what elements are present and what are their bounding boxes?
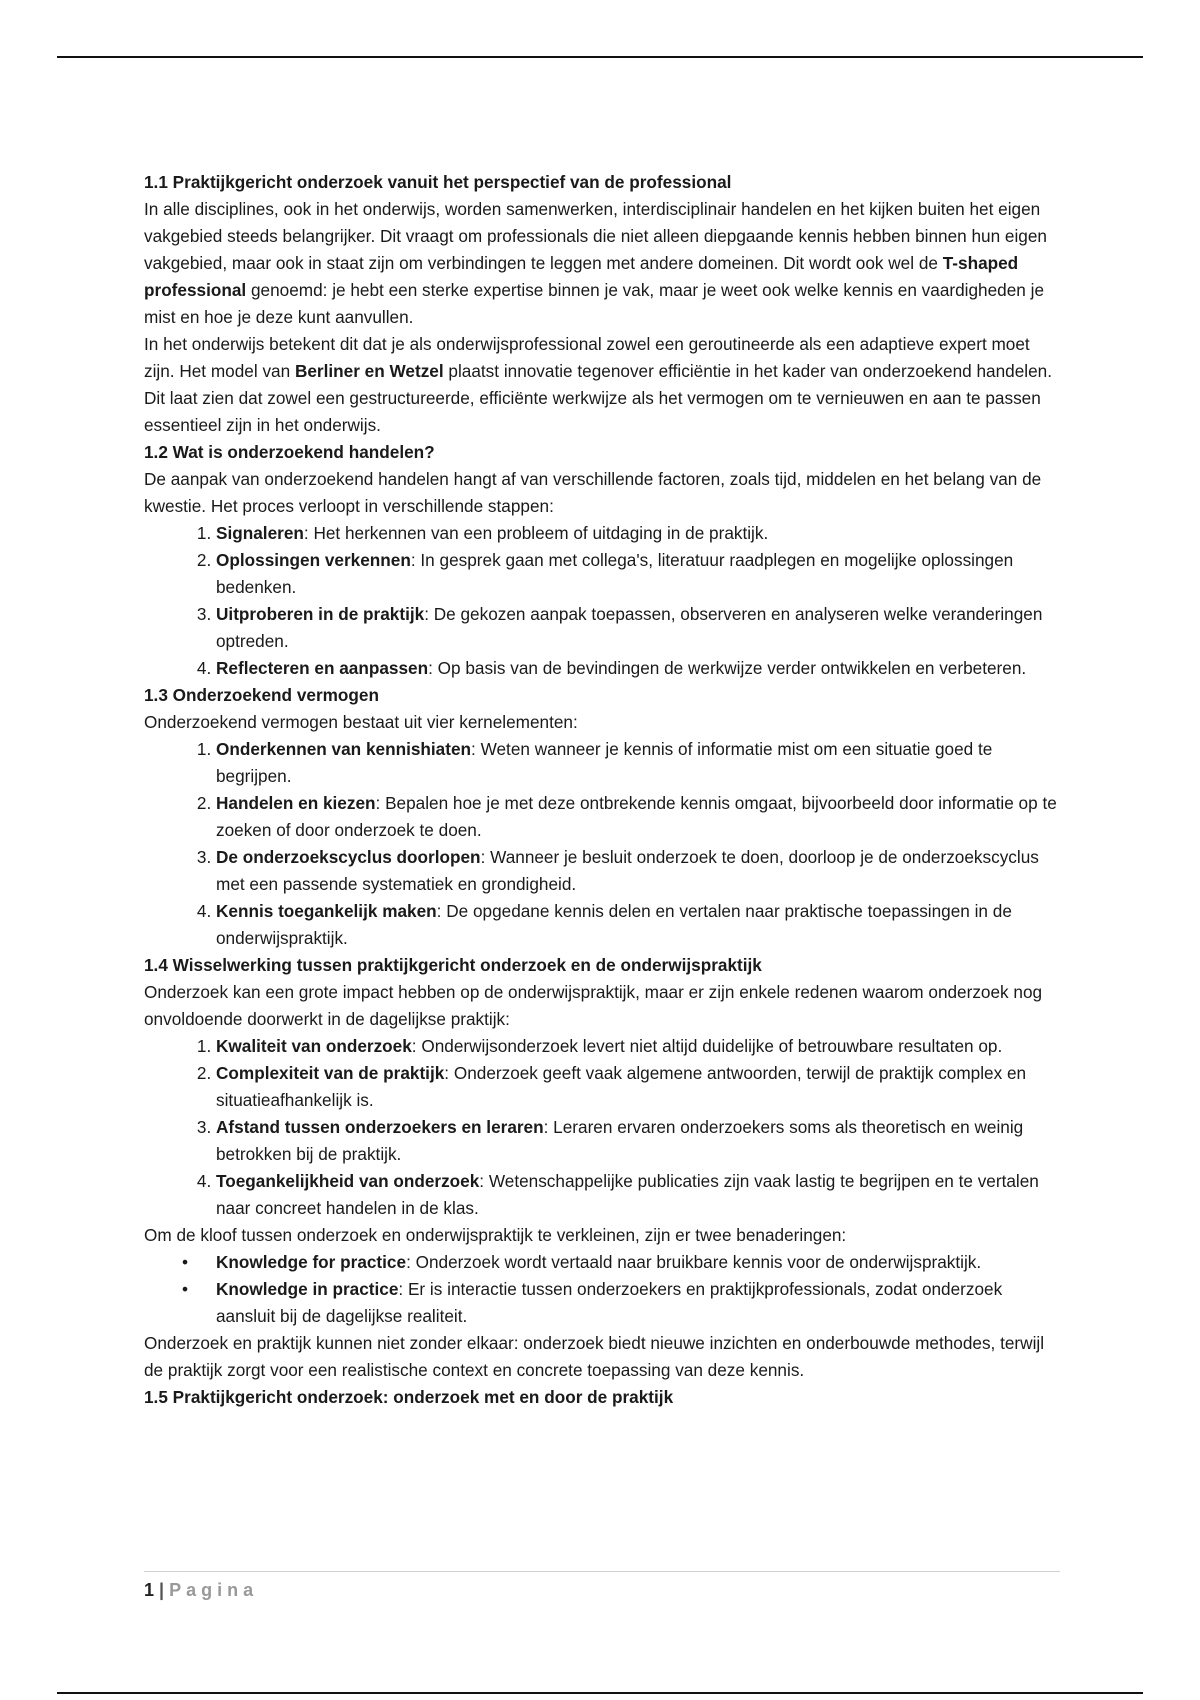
bullet-icon: • [182,1279,189,1299]
page-label: Pagina [169,1580,259,1600]
numbered-list [144,736,1060,952]
list-item [182,1276,1060,1330]
list-term: Handelen en kiezen [216,793,376,813]
list-text: : Onderwijsonderzoek levert niet altijd duidelijke of betrouwbare resultaten op. [411,1036,1003,1056]
bullet-icon: • [182,1252,189,1272]
paragraph [144,331,1060,439]
list-term: Kwaliteit van onderzoek [216,1036,412,1056]
list-item [216,601,1060,655]
numbered-list [144,1033,1060,1222]
paragraph: De aanpak van onderzoekend handelen hangt af van verschillende factoren, zoals tijd, middelen en het belang van de kwestie. Het proces verloopt in verschillende stappen: [144,469,1042,516]
list-term: Knowledge for practice [216,1252,407,1272]
list-term: Onderkennen van kennishiaten [216,739,472,759]
bullet-list [144,1249,1060,1330]
paragraph: Onderzoekend vermogen bestaat uit vier kernelementen: [144,712,578,732]
list-text: : Het herkennen van een probleem of uitdaging in de praktijk. [303,523,769,543]
list-term: Signaleren [216,523,304,543]
paragraph [144,196,1060,331]
section-heading-1-1: 1.1 Praktijkgericht onderzoek vanuit het perspectief van de professional [144,172,732,192]
list-text: : Wanneer je besluit onderzoek te doen, doorloop je de onderzoekscyclus met een passende systematiek en grondigheid. [216,847,1039,894]
list-item [216,1060,1060,1114]
section-heading-1-5: 1.5 Praktijkgericht onderzoek: onderzoek met en door de praktijk [144,1387,674,1407]
list-item [216,844,1060,898]
list-text: : Onderzoek wordt vertaald naar bruikbare kennis voor de onderwijspraktijk. [406,1252,982,1272]
text-run: genoemd: je hebt een sterke expertise binnen je vak, maar je weet ook welke kennis en vaardigheden je mist en hoe je deze kunt aanvullen. [144,280,1045,327]
footer-separator: | [159,1580,165,1600]
footer-rule [144,1571,1060,1572]
list-text: : Op basis van de bevindingen de werkwijze verder ontwikkelen en verbeteren. [428,658,1027,678]
list-text: : De gekozen aanpak toepassen, observeren en analyseren welke veranderingen optreden. [216,604,1043,651]
list-text: : In gesprek gaan met collega's, literatuur raadplegen en mogelijke oplossingen bedenken. [216,550,1014,597]
list-term: Knowledge in practice [216,1279,399,1299]
list-term: Reflecteren en aanpassen [216,658,429,678]
list-term: Oplossingen verkennen [216,550,411,570]
list-item [216,1114,1060,1168]
list-item [216,790,1060,844]
page-number: 1 [144,1580,155,1600]
paragraph: Om de kloof tussen onderzoek en onderwijspraktijk te verkleinen, zijn er twee benaderingen: [144,1225,847,1245]
list-text: : Wetenschappelijke publicaties zijn vaak lastig te begrijpen en te vertalen naar concreet handelen in de klas. [216,1171,1039,1218]
list-text: : Weten wanneer je kennis of informatie mist om een situatie goed te begrijpen. [216,739,993,786]
list-text: : Leraren ervaren onderzoekers soms als theoretisch en weinig betrokken bij de praktijk. [216,1117,1024,1164]
section-heading-1-4: 1.4 Wisselwerking tussen praktijkgericht onderzoek en de onderwijspraktijk [144,955,762,975]
list-item [182,1249,1060,1276]
list-item [216,547,1060,601]
bottom-rule [57,1692,1143,1694]
list-term: Toegankelijkheid van onderzoek [216,1171,480,1191]
list-item [216,520,1060,547]
text-run: In alle disciplines, ook in het onderwijs, worden samenwerken, interdisciplinair handelen en het kijken buiten het eigen vakgebied steeds belangrijker. Dit vraagt om professionals die niet alleen diepgaande kennis hebben binnen hun eigen vakgebied, maar ook in staat zijn om verbindingen te leggen met andere domeinen. Dit wordt ook wel de [144,199,1047,273]
list-text: : Bepalen hoe je met deze ontbrekende kennis omgaat, bijvoorbeeld door informatie op te zoeken of door onderzoek te doen. [216,793,1057,840]
list-term: Uitproberen in de praktijk [216,604,425,624]
document-body [144,169,1060,1411]
list-text: : Onderzoek geeft vaak algemene antwoorden, terwijl de praktijk complex en situatieafhankelijk is. [216,1063,1027,1110]
section-heading-1-3: 1.3 Onderzoekend vermogen [144,685,379,705]
text-run: plaatst innovatie tegenover efficiëntie in het kader van onderzoekend handelen. Dit laat zien dat zowel een gestructureerde, efficiënte werkwijze als het vermogen om te vernieuwen en aan te passen essentieel zijn in het onderwijs. [144,361,1052,435]
list-term: Complexiteit van de praktijk [216,1063,445,1083]
paragraph: Onderzoek kan een grote impact hebben op de onderwijspraktijk, maar er zijn enkele redenen waarom onderzoek nog onvoldoende doorwerkt in de dagelijkse praktijk: [144,982,1043,1029]
list-item [216,1033,1060,1060]
list-term: Kennis toegankelijk maken [216,901,437,921]
list-item [216,898,1060,952]
text-run: In het onderwijs betekent dit dat je als onderwijsprofessional zowel een geroutineerde als een adaptieve expert moet zijn. Het model van [144,334,1030,381]
list-item [216,1168,1060,1222]
top-rule [57,56,1143,58]
numbered-list [144,520,1060,682]
paragraph: Onderzoek en praktijk kunnen niet zonder elkaar: onderzoek biedt nieuwe inzichten en onderbouwde methodes, terwijl de praktijk zorgt voor een realistische context en concrete toepassing van deze kennis. [144,1333,1045,1380]
list-item [216,655,1060,682]
list-text: : De opgedane kennis delen en vertalen naar praktische toepassingen in de onderwijspraktijk. [216,901,1012,948]
bold-term: Berliner en Wetzel [294,361,444,381]
section-heading-1-2: 1.2 Wat is onderzoekend handelen? [144,442,435,462]
list-term: De onderzoekscyclus doorlopen [216,847,481,867]
list-text: : Er is interactie tussen onderzoekers en praktijkprofessionals, zodat onderzoek aansluit bij de dagelijkse realiteit. [216,1279,1003,1326]
page-footer [144,1578,258,1602]
list-term: Afstand tussen onderzoekers en leraren [216,1117,544,1137]
list-item [216,736,1060,790]
bold-term: T-shaped professional [144,253,1019,300]
